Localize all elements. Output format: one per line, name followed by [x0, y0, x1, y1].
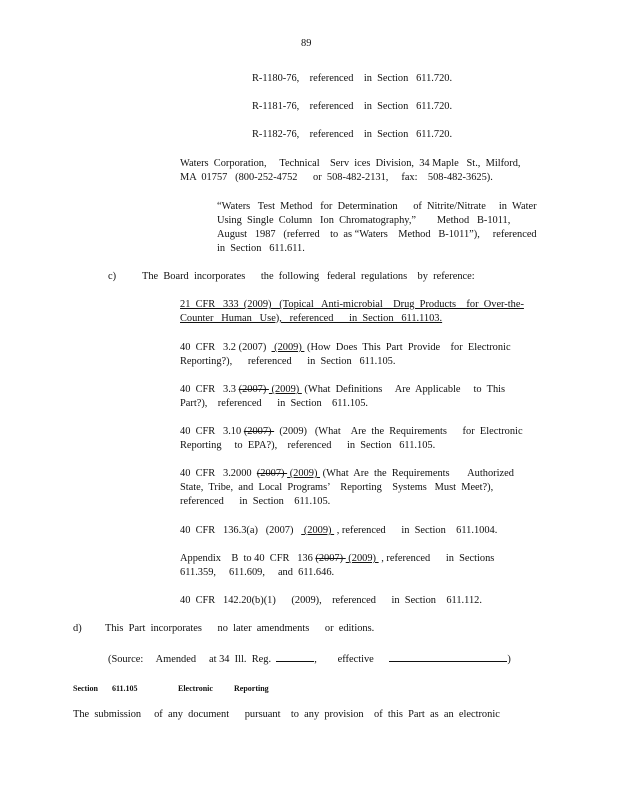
cfr-3-3-line2: Part?), referenced in Section 611.105. — [180, 398, 369, 409]
waters-method-line1: “Waters Test Method for Determination of Nitrite/Nitrate in Water — [217, 201, 537, 212]
ref-r1182: R-1182-76, referenced in Section 611.720. — [252, 129, 453, 140]
page-number: 89 — [301, 38, 312, 49]
subsection-c-text: The Board incorporates the following federal regulations by reference: — [142, 271, 475, 282]
waters-method-line2: Using Single Column Ion Chromatography,” Method B-1011, — [217, 215, 511, 226]
ref-r1180: R-1180-76, referenced in Section 611.720. — [252, 73, 453, 84]
ref-r1181: R-1181-76, referenced in Section 611.720. — [252, 101, 453, 112]
cfr-333-line1: 21 CFR 333 (2009) (Topical Anti-microbial Drug Products for Over-the- — [180, 299, 524, 310]
cfr-3-3-line1: 40 CFR 3.3 (2007) (2009) (What Definitions Are Applicable to This — [180, 384, 506, 395]
cfr-3-2-line2: Reporting?), referenced in Section 611.105. — [180, 356, 396, 367]
waters-method-line3: August 1987 (referred to as “Waters Method B-1011”), referenced — [217, 229, 537, 240]
subsection-d-text: This Part incorporates no later amendments or editions. — [105, 623, 375, 634]
appendix-b-line1: Appendix B to 40 CFR 136 (2007) (2009) , referenced in Sections — [180, 553, 495, 564]
cfr-3-2000-line3: referenced in Section 611.105. — [180, 496, 331, 507]
cfr-333-line2: Counter Human Use), referenced in Section 611.1103. — [180, 313, 443, 324]
cfr-3-10-line2: Reporting to EPA?), referenced in Section 611.105. — [180, 440, 436, 451]
source-reg-blank — [276, 650, 314, 662]
subsection-c-label: c) — [108, 271, 117, 282]
section-body-text: The submission of any document pursuant to any provision of this Part as an electronic — [73, 709, 500, 720]
section-label: Section — [73, 684, 98, 693]
cfr-142-20-line1: 40 CFR 142.20(b)(1) (2009), referenced in Section 611.112. — [180, 595, 482, 606]
section-number: 611.105 — [112, 684, 138, 693]
waters-method-line4: in Section 611.611. — [217, 243, 305, 254]
cfr-3-2000-line2: State, Tribe, and Local Programs’ Reporting Systems Must Meet?), — [180, 482, 494, 493]
section-title-word1: Electronic — [178, 684, 213, 693]
cfr-3-2-line1: 40 CFR 3.2 (2007) (2009) (How Does This Part Provide for Electronic — [180, 342, 511, 353]
cfr-136-3a-line1: 40 CFR 136.3(a) (2007) (2009) , referenced in Section 611.1004. — [180, 525, 498, 536]
cfr-3-10-line1: 40 CFR 3.10 (2007) (2009) (What Are the Requirements for Electronic — [180, 426, 523, 437]
appendix-b-line2: 611.359, 611.609, and 611.646. — [180, 567, 335, 578]
subsection-d-label: d) — [73, 623, 82, 634]
source-note: (Source: Amended at 34 Ill. Reg. , effective ) — [108, 650, 511, 667]
source-effective-blank — [389, 650, 507, 662]
waters-address-line1: Waters Corporation, Technical Serv ices Division, 34 Maple St., Milford, — [180, 158, 521, 169]
section-title-word2: Reporting — [234, 684, 269, 693]
cfr-3-2000-line1: 40 CFR 3.2000 (2007) (2009) (What Are the Requirements Authorized — [180, 468, 514, 479]
waters-address-line2: MA 01757 (800-252-4752 or 508-482-2131, fax: 508-482-3625). — [180, 172, 493, 183]
